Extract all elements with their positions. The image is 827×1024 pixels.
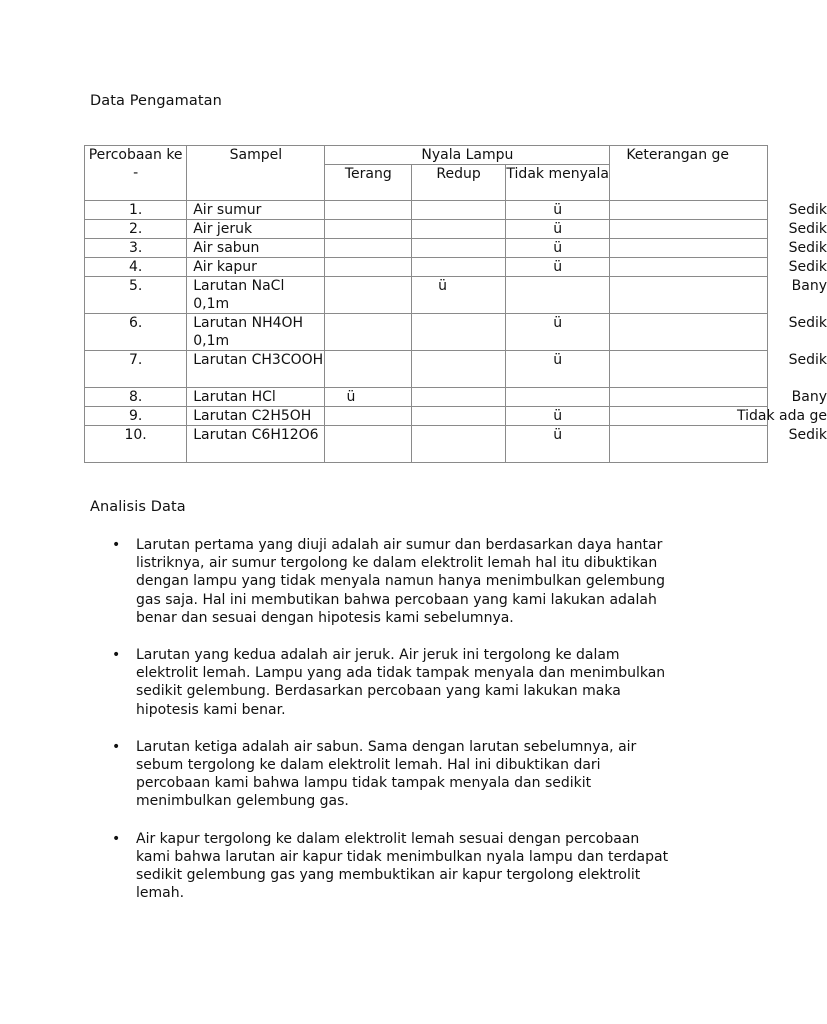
table-row [85,277,768,314]
row-terang: ü [325,388,412,407]
row-keterangan-text: Bany [791,278,827,294]
table-row [85,239,768,258]
row-keterangan [610,277,827,314]
row-sampel: Air sabun [187,239,325,258]
bullet-icon: • [112,830,121,847]
header-percobaan: Percobaan ke - [85,146,187,201]
row-keterangan [610,258,827,277]
row-number: 4. [85,258,187,277]
analysis-list [112,536,672,921]
table-row [85,426,768,463]
row-sampel: Air jeruk [187,220,325,239]
row-sampel: Air kapur [187,258,325,277]
row-terang [325,258,412,277]
row-sampel: Larutan C2H5OH [187,407,325,426]
observation-table [84,145,827,463]
row-tidak-menyala: ü [506,239,610,258]
row-redup [412,258,506,277]
bullet-icon: • [112,647,121,664]
table-row [85,220,768,239]
row-keterangan [610,426,827,463]
observation-table-body [85,201,827,463]
row-redup [412,351,506,388]
row-tidak-menyala: ü [506,258,610,277]
row-number: 10. [85,426,187,463]
bullet-icon: • [112,537,121,553]
row-terang [325,314,412,351]
header-tidak-menyala: Tidak menyala [506,165,610,201]
row-tidak-menyala: ü [506,426,610,463]
row-keterangan-text: Bany [791,389,827,405]
analysis-item-text: Larutan pertama yang diuji adalah air sumur dan berdasarkan daya hantar listriknya, air sumur tergolong ke dalam elektrolit lemah hal itu dibuktikan dengan lampu yang tidak menyala namun hanya menimbulkan gelembung gas saja. Hal ini membutikan bahwa percobaan yang kami lakukan adalah benar dan sesuai dengan hipotesis kami sebelumnya. [136,537,666,626]
row-keterangan-text: Sedik [788,221,827,237]
analysis-item [112,536,672,627]
row-terang [325,351,412,388]
row-sampel: Larutan NaCl 0,1m [187,277,325,314]
row-tidak-menyala [506,277,610,314]
row-sampel: Larutan C6H12O6 [187,426,325,463]
row-tidak-menyala [506,388,610,407]
row-keterangan [610,351,827,388]
table-row [85,201,768,220]
analysis-item-text: Larutan yang kedua adalah air jeruk. Air jeruk ini tergolong ke dalam elektrolit lemah. Lampu yang ada tidak tampak menyala dan menimbulkan sedikit gelembung. Berdasarkan percobaan yang kami lakukan maka hipotesis kami benar. [136,647,666,718]
row-redup [412,239,506,258]
row-redup [412,314,506,351]
row-tidak-menyala: ü [506,201,610,220]
analysis-item-text: Air kapur tergolong ke dalam elektrolit lemah sesuai dengan percobaan kami bahwa larutan air kapur tidak menimbulkan nyala lampu dan terdapat sedikit gelembung gas yang membuktikan air kapur tergolong elektrolit lemah. [136,830,669,902]
row-terang [325,426,412,463]
row-number: 2. [85,220,187,239]
table-row [85,258,768,277]
header-terang: Terang [325,165,412,201]
row-terang [325,201,412,220]
data-pengamatan-heading: Data Pengamatan [90,93,222,109]
row-keterangan-text: Tidak ada ge [736,408,827,424]
row-tidak-menyala: ü [506,314,610,351]
row-tidak-menyala: ü [506,407,610,426]
analysis-item [112,830,672,903]
analysis-item [112,646,672,719]
row-keterangan-text: Sedik [788,240,827,256]
row-sampel: Air sumur [187,201,325,220]
header-redup: Redup [412,165,506,201]
table-row [85,407,768,426]
row-redup [412,220,506,239]
analysis-item-text: Larutan ketiga adalah air sabun. Sama dengan larutan sebelumnya, air sebum tergolong ke dalam elektrolit lemah. Hal ini dibuktikan dari percobaan kami bahwa lampu tidak tampak menyala dan sedikit menimbulkan gelembung gas. [136,738,637,810]
row-redup [412,201,506,220]
row-terang [325,220,412,239]
row-keterangan-text: Sedik [788,352,827,368]
analysis-item [112,738,672,811]
row-keterangan-text: Sedik [788,259,827,275]
row-keterangan-text: Sedik [788,315,827,331]
header-sampel: Sampel [187,146,325,201]
row-terang [325,407,412,426]
row-number: 6. [85,314,187,351]
row-number: 8. [85,388,187,407]
row-redup: ü [412,277,506,314]
row-number: 1. [85,201,187,220]
row-terang [325,277,412,314]
row-keterangan [610,239,827,258]
row-tidak-menyala: ü [506,220,610,239]
row-keterangan-text: Sedik [788,202,827,218]
row-number: 7. [85,351,187,388]
row-keterangan [610,220,827,239]
row-keterangan [610,407,827,426]
bullet-icon: • [112,738,121,755]
analisis-data-heading: Analisis Data [90,499,186,515]
row-tidak-menyala: ü [506,351,610,388]
row-redup [412,426,506,463]
table-row [85,314,768,351]
row-sampel: Larutan NH4OH 0,1m [187,314,325,351]
header-nyala-lampu: Nyala Lampu [325,146,610,165]
row-number: 5. [85,277,187,314]
row-number: 3. [85,239,187,258]
row-keterangan [610,388,827,407]
row-sampel: Larutan CH3COOH [187,351,325,388]
row-terang [325,239,412,258]
row-sampel: Larutan HCl [187,388,325,407]
header-keterangan: Keterangan ge [610,146,768,201]
row-keterangan [610,201,827,220]
row-keterangan-text: Sedik [788,427,827,443]
table-row [85,351,768,388]
row-keterangan [610,314,827,351]
row-redup [412,407,506,426]
row-number: 9. [85,407,187,426]
row-redup [412,388,506,407]
table-row [85,388,768,407]
